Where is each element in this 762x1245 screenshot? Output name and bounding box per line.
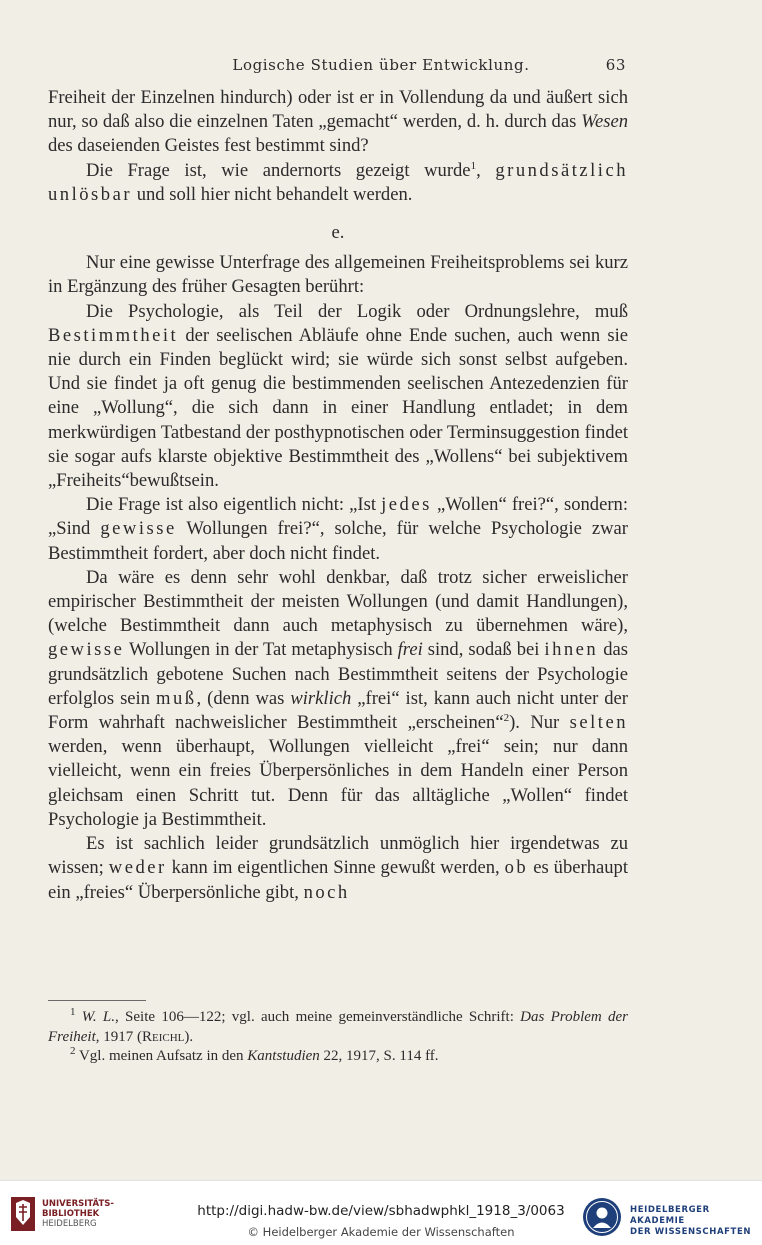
hadw-seal-icon [582, 1197, 622, 1237]
main-text [48, 86, 628, 905]
section-mark: e. [331, 222, 345, 244]
hadw-logo-line1: HEIDELBERGER AKADEMIE [630, 1205, 710, 1226]
permalink-url[interactable]: http://digi.hadw-bw.de/view/sbhadwphkl_1918_3/0063 [197, 1203, 565, 1219]
page-header [0, 56, 762, 80]
copyright-notice: © Heidelberger Akademie der Wissenschaften [247, 1225, 515, 1239]
paragraph-6: Da wäre es denn sehr wohl denkbar, daß trotz sicher erweislicher empirischer Bestimmtheit der meisten Wollungen (und damit Handlungen), (welche Bestimmtheit dann auch metaphysisch zu übernehmen wäre), gewisse Wollungen in der Tat metaphysisch frei sind, sodaß bei ihnen das grundsätzlich gebotene Suchen nach Bestimmtheit seitens der Psychologie erfolglos sein muß, (denn was wirklich „frei“ ist, kann auch nicht unter der Form wahrhaft nachweislicher Bestimmtheit „erscheinen“$^2$). Nur selten werden, wenn überhaupt, Wollungen vielleicht „frei“ sein; nur dann vielleicht, wenn ein freies Überpersönliches in dem Handeln einer Person gleichsam einen Schritt tut. Denn für das alltägliche „Wollen“ findet Psychologie ja Bestimmtheit. [48, 566, 629, 830]
footnote-ref-1[interactable]: 1 [470, 159, 477, 172]
ub-logo-line2: BIBLIOTHEK [42, 1209, 100, 1219]
ub-logo-line3: HEIDELBERG [42, 1219, 97, 1229]
paragraph-2: Die Frage ist, wie andernorts gezeigt wurde$^1$, grundsätzlich unlösbar und soll hier nicht behandelt werden. [48, 159, 629, 205]
paragraph-5: Die Frage ist also eigentlich nicht: „Ist jedes „Wollen“ frei?“, sondern: „Sind gewisse Wollungen frei?“, solche, für welche Psychologie zwar Bestimmtheit fordert, aber doch nicht findet. [48, 494, 628, 564]
footnote-2: $^2$ Vgl. meinen Aufsatz in den Kantstudien 22, 1917, S. 114 ff. [70, 1045, 439, 1064]
paragraph-7: Es ist sachlich leider grundsätzlich unmöglich hier irgendetwas zu wissen; weder kann im eigentlichen Sinne gewußt werden, ob es überhaupt ein „freies“ Überpersönliche gibt, noch [48, 833, 629, 903]
hadw-logo[interactable] [582, 1195, 752, 1239]
paragraph-1: Freiheit der Einzelnen hindurch) oder ist er in Vollendung da und äußert sich nur, so daß also die einzelnen Taten „gemacht“ werden, d. h. durch das Wesen des daseienden Geistes fest bestimmt sind? [48, 87, 628, 157]
ub-logo-line1: UNIVERSITÄTS- [42, 1199, 114, 1209]
paragraph-4: Die Psychologie, als Teil der Logik oder Ordnungslehre, muß Bestimmtheit der seelischen Abläufe ohne Ende suchen, auch wenn sie nie durch ein Finden beglückt wird; sie würde sich sonst selbst aufgeben. Und sie findet ja oft genug die bestimmenden seelischen Antezedenzien für eine „Wollung“, die sich dann in einer Handlung entladet; in dem merkwürdigen Tatbestand der posthypnotischen oder Terminsuggestion findet sie sogar aufs klarste objektive Bestimmtheit des „Wollens“ bei subjektivem „Freiheits“bewußtsein. [48, 300, 628, 492]
footnote-rule [48, 1000, 146, 1001]
footnote-ref-2[interactable]: 2 [503, 711, 510, 724]
page-number: 63 [605, 56, 626, 74]
running-title: Logische Studien über Entwicklung. [232, 56, 530, 74]
paragraph-3: Nur eine gewisse Unterfrage des allgemeinen Freiheitsproblems sei kurz in Ergänzung des früher Gesagten berührt: [48, 252, 628, 298]
footnote-1: $^1$ W. L., Seite 106—122; vgl. auch meine gemeinverständliche Schrift: Das Problem der Freiheit, 1917 (Reichl). [48, 1006, 628, 1045]
footer-bar [0, 1180, 762, 1245]
footnotes [48, 1008, 628, 1067]
hadw-logo-line2: DER WISSENSCHAFTEN [630, 1227, 752, 1237]
